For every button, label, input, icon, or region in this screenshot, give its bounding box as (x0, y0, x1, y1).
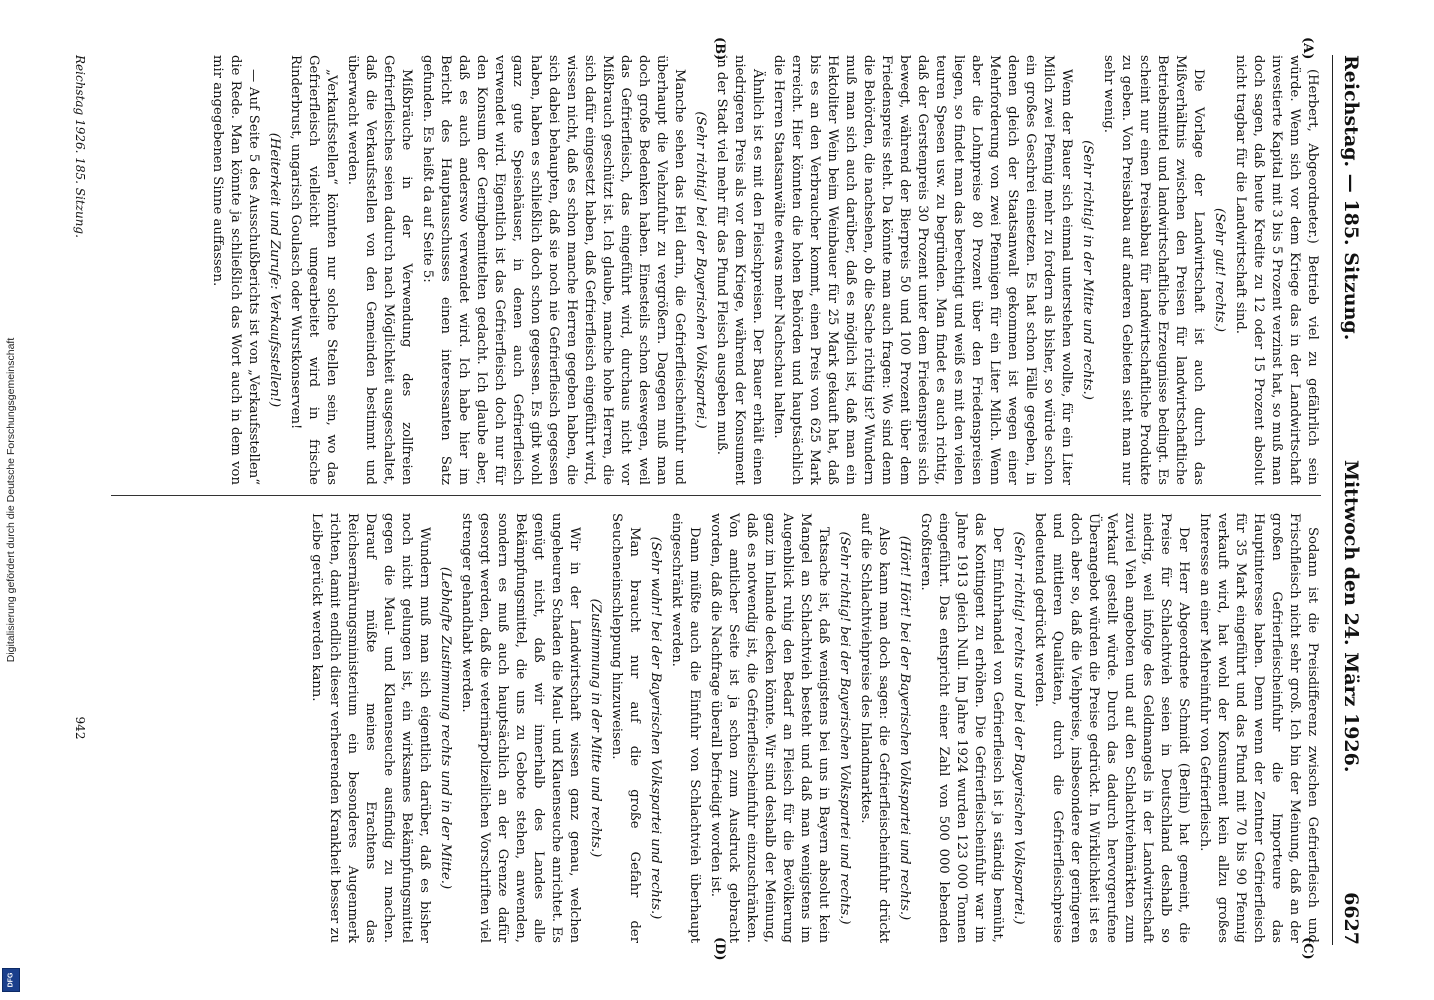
margin-mark-b: (B) (712, 37, 727, 61)
rotated-page (67, 35, 1367, 965)
paragraph: (Sehr richtig! bei der Bayerischen Volkspartei.) (693, 111, 708, 429)
dfg-credit: Digitalisierung gefördert durch die Deutsche Forschungsgemeinschaft (5, 337, 17, 663)
paragraph: Dann müßte auch die Einfuhr von Schlachtvieh überhaupt eingeschränkt werden. (669, 513, 702, 943)
margin-mark-a: (A) (1300, 37, 1315, 60)
header-center: Mittwoch den 24. März 1926. (1340, 459, 1362, 773)
right-column (304, 513, 1321, 943)
footer-page: 942 (73, 716, 87, 740)
paragraph: Wenn der Bauer sich einmal unterstehen wollte, für ein Liter Milch zwei Pfennig mehr zu fordern als bisher, so würde schon ein großes Geschrei einsetzen. Es hat schon Fälle gegeben, in denen gleich der Staatsanwalt gekommen ist wegen einer Mehrforderung von zwei Pfennigen für ein Liter Milch. Wenn aber die Lohnpreise 80 Prozent über den Friedenspreisen liegen, so findet man das berechtigt und weiß es mit den vielen teuren Spesen usw. zu begründen. Man findet es auch richtig, daß der Gerstenpreis 30 Prozent unter dem Friedenspreis sich bewegt, während der Bierpreis 50 und 100 Prozent über dem Friedenspreis steht. Da könnte man auch fragen: Wo sind denn die Behörden, die nachsehen, ob die Sache richtig ist? Wundern muß man sich auch darüber, daß es möglich ist, daß man ein Hektoliter Wein beim Weinbauer für 25 Mark gekauft hat, daß bis es an den Verbraucher kommt, einen Preis von 625 Mark erreicht. Hier könnten die hohen Behörden und hauptsächlich die Herren Staatsanwälte etwas mehr Nachschau halten. (771, 55, 1074, 485)
running-head (1335, 55, 1367, 945)
paragraph: — Auf Seite 5 des Ausschußberichts ist von „Verkaufsstellen“ die Rede. Man könnte ja schließlich das Wort auch in dem von mir angegebenen Sinne auffassen. (210, 55, 261, 485)
paragraph: (Herbert, Abgeordneter.) Betrieb viel zu gefährlich sein würde. Wenn sich vor dem Kriege das in der Landwirtschaft investierte Kapital mit 3 bis 5 Prozent verzinst hat, so muß man doch sagen, daß heute Kredite zu 12 oder 15 Prozent absolut nicht tragbar für die Landwirtschaft sind. (1233, 55, 1320, 485)
paragraph: Manche sehen das Heil darin, die Gefrierfleischeinfuhr und überhaupt die Viehzufuhr zu vergrößern. Dagegen muß man doch große Bedenken haben. Einesteils schon deswegen, weil das Gefrierfleisch, das eingeführt wird, durchaus nicht vor Mißbrauch geschützt ist. Ich glaube, manche hohe Herren, die sich dafür eingesetzt haben, daß Gefrierfleisch eingeführt wird, wissen nicht, daß es schon manche Herren gegeben haben, die sich dabei behaupten, daß sie noch nie Gefrierfleisch gegessen haben, haben es schließlich doch schon gegessen. Es gibt wohl ganz gute Speisehäuser, in denen auch Gefrierfleisch verwendet wird. Eigentlich ist das Gefrierfleisch doch nur für den Konsum der Geringbemittelten gedacht. Ich glaube aber, daß es auch anderswo verwendet wird. Ich habe hier im Bericht des Hauptausschusses einen interessanten Satz gefunden. Es heißt da auf Seite 5: (420, 55, 687, 485)
paragraph: Wundern muß man sich eigentlich darüber, daß es bisher noch nicht gelungen ist, ein wirksames Bekämpfungsmittel gegen die Maul- und Klauenseuche ausfindig zu machen. Darauf müßte meines Erachtens das Reichsernährungsministerium ein besonderes Augenmerk richten, damit endlich dieser verheerenden Krankheit besser zu Leibe gerückt werden kann. (309, 513, 432, 943)
paragraph: Mißbräuche in der Verwendung des zollfreien Gefrierfleisches seien dadurch nach Möglichkeit ausgeschaltet, daß die Verkaufsstellen von den Gemeinden bestimmt und überwacht werden. (345, 55, 414, 485)
paragraph: (Sehr richtig! in der Mitte und rechts.) (1080, 140, 1095, 400)
column-divider (111, 495, 1321, 496)
paragraph: Die Vorlage der Landwirtschaft ist auch durch das Mißverhältnis zwischen den Preisen für landwirtschaftliche Betriebsmittel und landwirtschaftliche Erzeugnisse bedingt. Es scheint nur einen Preisabbau für landwirtschaftliche Produkte zu geben. Von Preisabbau auf anderen Gebieten sieht man nur sehr wenig. (1101, 55, 1206, 485)
header-left: Reichstag. — 185. Sitzung. (1340, 55, 1362, 341)
paragraph: Sodann ist die Preisdifferenz zwischen Gefrierfleisch und Frischfleisch nicht sehr groß. Ich bin der Meinung, daß an der großen Gefrierfleischeinfuhr die Importeure das Hauptinteresse haben. Denn wenn der Zentner Gefrierfleisch für 35 Mark eingeführt und das Pfund mit 70 bis 90 Pfennig verkauft wird, hat wohl der Konsument kein allzu großes Interesse an einer Mehreinfuhr von Gefrierfleisch. (1197, 513, 1320, 943)
paragraph: Der Einfuhrhandel von Gefrierfleisch ist ja ständig bemüht, das Kontingent zu erhöhen. Die Gefrierfleischeinfuhr war im Jahre 1913 gleich Null. Im Jahre 1924 wurden 123 000 Tonnen eingeführt. Das entspricht einer Zahl von 500 000 lebenden Großtieren. (918, 513, 1005, 943)
paragraph: (Sehr richtig! rechts und bei der Bayerischen Volkspartei.) (1011, 531, 1026, 925)
paragraph: Wir in der Landwirtschaft wissen ganz genau, welchen ungeheuren Schaden die Maul- und Klauenseuche anrichtet. Es genügt nicht, daß wir innerhalb des Landes alle Bekämpfungsmittel, die uns zu Gebote stehen, anwenden, sondern es muß auch hauptsächlich an der Grenze dafür gesorgt werden, daß die veterinärpolizeilichen Vorschriften viel strenger gehandhabt werden. (459, 513, 582, 943)
page-number: 6627 (1340, 892, 1362, 945)
paragraph: (Sehr wahr! bei der Bayerischen Volkspartei und rechts.) (648, 536, 663, 920)
paragraph: (Zustimmung in der Mitte und rechts.) (588, 598, 603, 858)
paragraph: (Hört! Hört! bei der Bayerischen Volkspartei und rechts.) (897, 535, 912, 921)
paragraph: Also kann man doch sagen: die Gefrierfleischeinfuhr drückt auf die Schlachtviehpreise des Inlandmarktes. (858, 513, 891, 943)
paragraph: Der Herr Abgeordnete Schmidt (Berlin) hat gemeint, die Preise für Schlachtvieh seien in Deutschland deshalb so niedrig, weil infolge des Geldmangels in der Landwirtschaft zuviel Vieh angeboten und auf den Schlachtviehmärkten zum Verkauf gestellt würde. Durch das dadurch hervorgerufene Überangebot würden die Preise gedrückt. In Wirklichkeit ist es doch aber so, daß die Viehpreise, insbesondere der geringeren und mittleren Qualitäten, durch die Gefrierfleischpreise bedeutend gedrückt werden. (1032, 513, 1191, 943)
left-column (205, 55, 1321, 485)
paragraph: (Lebhafte Zustimmung rechts und in der Mitte.) (438, 566, 453, 890)
footer-left: Reichstag 1926. 185. Sitzung. (73, 55, 87, 238)
paragraph: „Verkaufsstellen“ könnten nur solche Stellen sein, wo das Gefrierfleisch vielleicht umgearbeitet wird in frische Rinderbrust, ungarisch Goulasch oder Wurstkonserven! (288, 55, 339, 485)
header-rule (1332, 55, 1333, 945)
margin-mark-d: (D) (712, 937, 727, 961)
dfg-logo-text: DFG (7, 972, 15, 988)
margin-mark-c: (C) (1300, 937, 1315, 960)
paragraph: (Sehr gut! rechts.) (1212, 207, 1227, 333)
paragraph: Tatsache ist, daß wenigstens bei uns in Bayern absolut kein Mangel an Schlachtvieh besteht und daß man wenigstens im Augenblick ruhig den Bedarf an Fleisch für die Bevölkerung ganz im Inlande decken könnte. Wir sind deshalb der Meinung, daß es notwendig ist, die Gefrierfleischeinfuhr einzuschränken. Von amtlicher Seite ist ja schon zum Ausdruck gebracht worden, daß die Nachfrage überall befriedigt worden ist. (708, 513, 831, 943)
paragraph: (Sehr richtig! bei der Bayerischen Volkspartei und rechts.) (837, 531, 852, 925)
dfg-logo (2, 968, 20, 992)
paragraph: Man braucht nur auf die große Gefahr der Seucheneinschleppung hinzuweisen. (609, 513, 642, 943)
dfg-sidebar (0, 0, 22, 1000)
paragraph: Ähnlich ist es mit den Fleischpreisen. Der Bauer erhält einen niedrigeren Preis als vor dem Kriege, während der Konsument in der Stadt viel mehr für das Pfund Fleisch ausgeben muß. (714, 55, 765, 485)
paragraph: (Heiterkeit und Zurufe: Verkaufsstellen!) (267, 132, 282, 408)
